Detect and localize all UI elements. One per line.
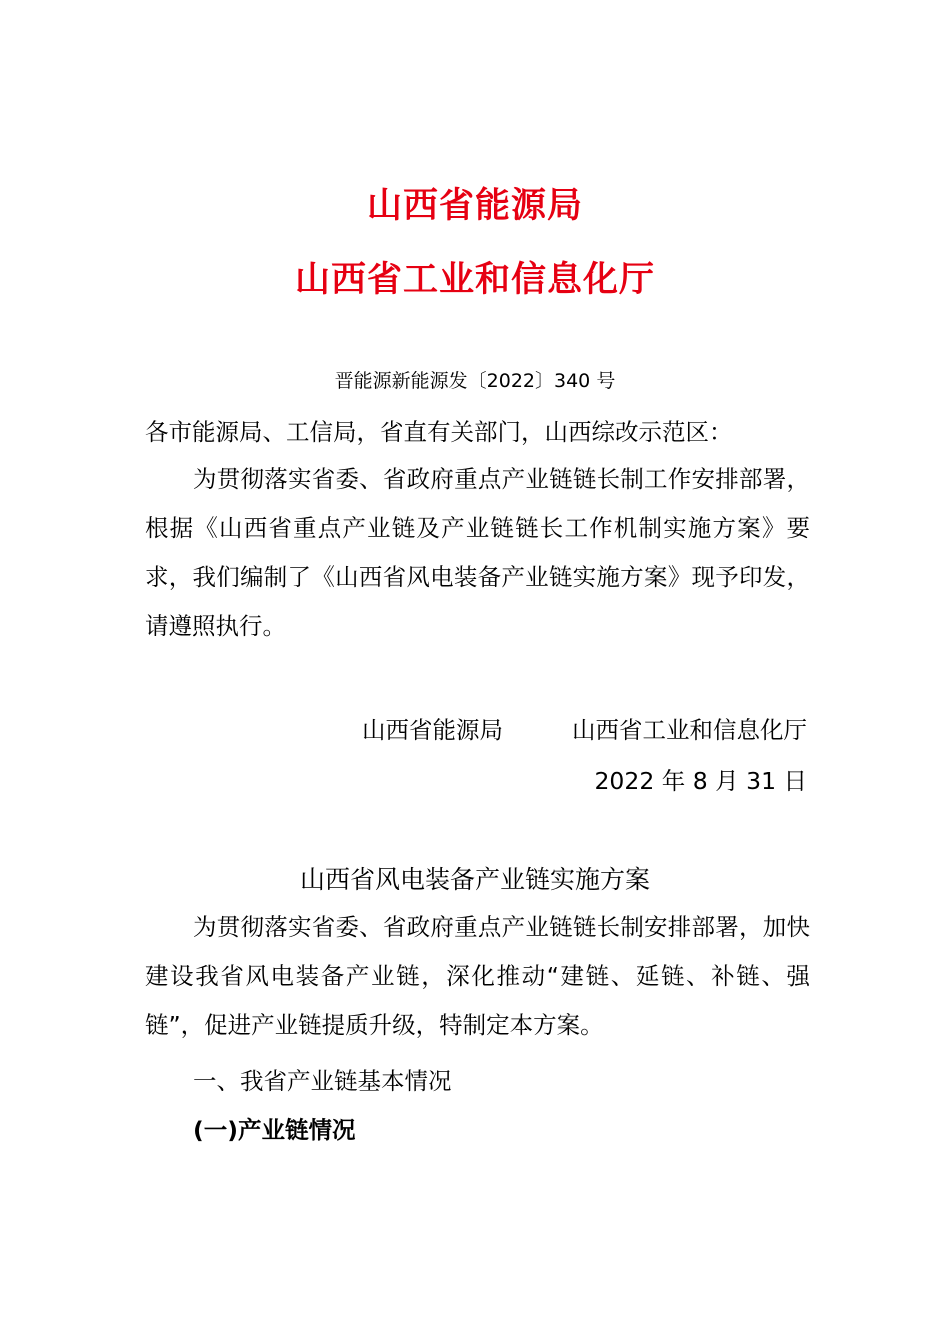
signature-org-1: 山西省能源局 <box>362 716 503 744</box>
signature-org-2: 山西省工业和信息化厅 <box>572 716 807 744</box>
section-heading: 一、我省产业链基本情况 <box>193 1067 452 1095</box>
plan-title: 山西省风电装备产业链实施方案 <box>299 865 650 894</box>
plan-intro-paragraph: 为贯彻落实省委、省政府重点产业链链长制安排部署，加快建设我省风电装备产业链，深化推动“建链、延链、补链、强链”，促进产业链提质升级，特制定本方案。 <box>145 913 810 1039</box>
notice-paragraph: 为贯彻落实省委、省政府重点产业链链长制工作安排部署，根据《山西省重点产业链及产业链链长工作机制实施方案》要求，我们编制了《山西省风电装备产业链实施方案》现予印发，请遵照执行。 <box>145 465 810 640</box>
signature-date: 2022 年 8 月 31 日 <box>594 767 807 795</box>
issuer-title-energy-bureau: 山西省能源局 <box>366 186 583 226</box>
document-number: 晋能源新能源发〔2022〕340 号 <box>334 370 616 392</box>
recipients-line: 各市能源局、工信局，省直有关部门，山西综改示范区： <box>145 418 733 446</box>
issuer-title-industry-department: 山西省工业和信息化厅 <box>294 260 655 300</box>
subsection-heading: (一)产业链情况 <box>193 1116 356 1144</box>
